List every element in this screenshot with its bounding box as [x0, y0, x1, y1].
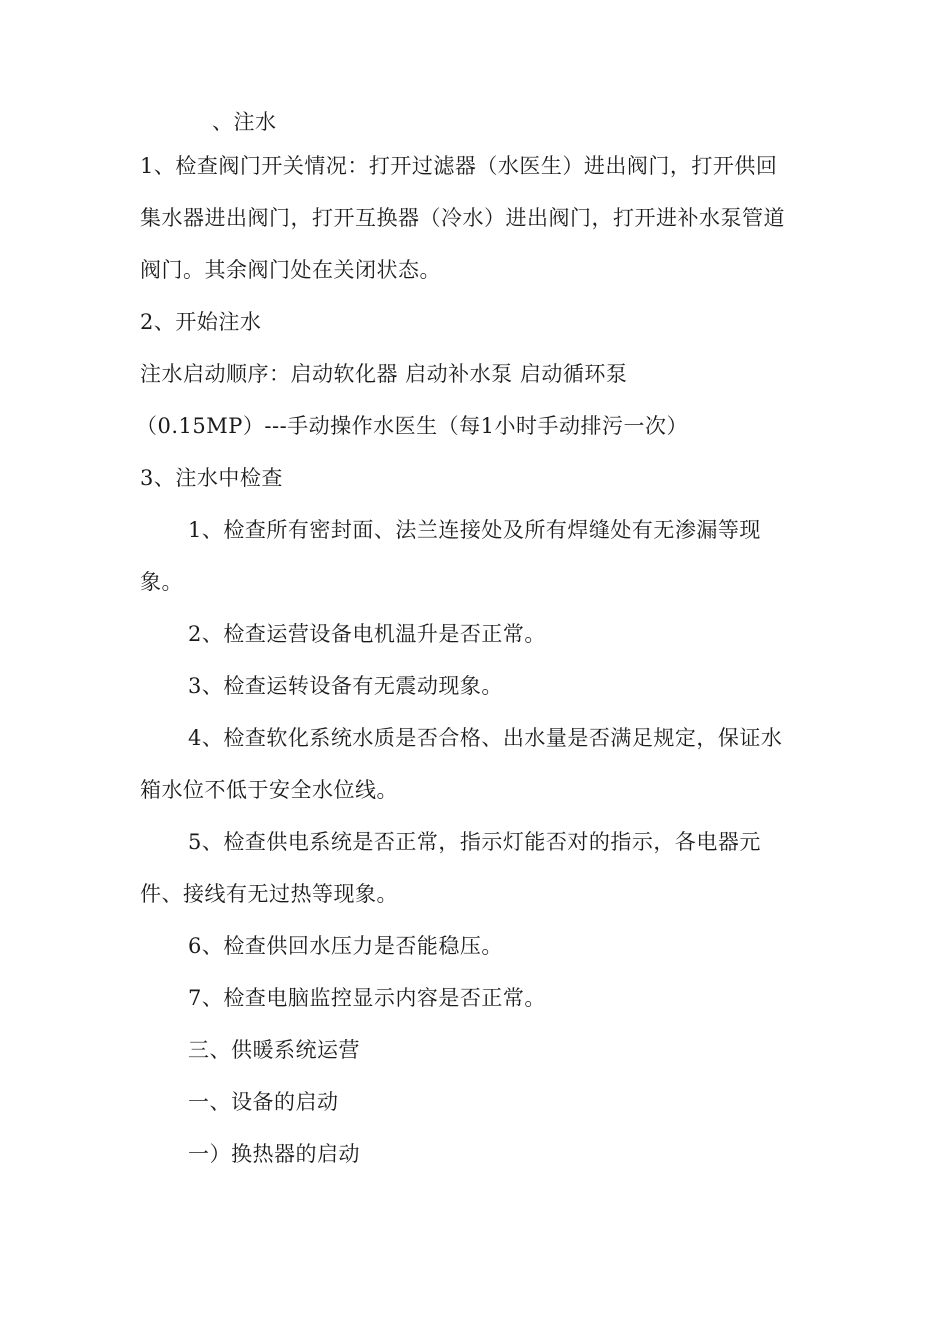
- paragraph-line: 1、检查阀门开关情况：打开过滤器（水医生）进出阀门，打开供回: [140, 154, 778, 178]
- list-item-line: 5、检查供电系统是否正常，指示灯能否对的指示，各电器元: [188, 830, 761, 854]
- list-item-line: 7、检查电脑监控显示内容是否正常。: [188, 986, 546, 1010]
- paragraph-line: 阀门。其余阀门处在关闭状态。: [140, 258, 441, 282]
- subheading-line: 2、开始注水: [140, 310, 262, 334]
- section-heading-water-fill: 、注水: [212, 110, 277, 134]
- paragraph-line: 注水启动顺序：启动软化器 启动补水泵 启动循环泵: [140, 362, 628, 386]
- section-heading: 一、设备的启动: [188, 1090, 339, 1114]
- paragraph-line: （0.15MP）---手动操作水医生（每1小时手动排污一次）: [136, 414, 689, 438]
- list-item-line: 3、检查运转设备有无震动现象。: [188, 674, 503, 698]
- list-item-continuation: 象。: [140, 570, 183, 594]
- list-item-line: 1、检查所有密封面、法兰连接处及所有焊缝处有无渗漏等现: [188, 518, 761, 542]
- section-heading: 三、供暖系统运营: [188, 1038, 360, 1062]
- list-item-line: 6、检查供回水压力是否能稳压。: [188, 934, 503, 958]
- list-item-continuation: 箱水位不低于安全水位线。: [140, 778, 398, 802]
- section-heading: 一）换热器的启动: [188, 1142, 360, 1166]
- subheading-line: 3、注水中检查: [140, 466, 283, 490]
- paragraph-line: 集水器进出阀门，打开互换器（冷水）进出阀门，打开进补水泵管道: [140, 206, 785, 230]
- list-item-continuation: 件、接线有无过热等现象。: [140, 882, 398, 906]
- list-item-line: 2、检查运营设备电机温升是否正常。: [188, 622, 546, 646]
- list-item-line: 4、检查软化系统水质是否合格、出水量是否满足规定，保证水: [188, 726, 783, 750]
